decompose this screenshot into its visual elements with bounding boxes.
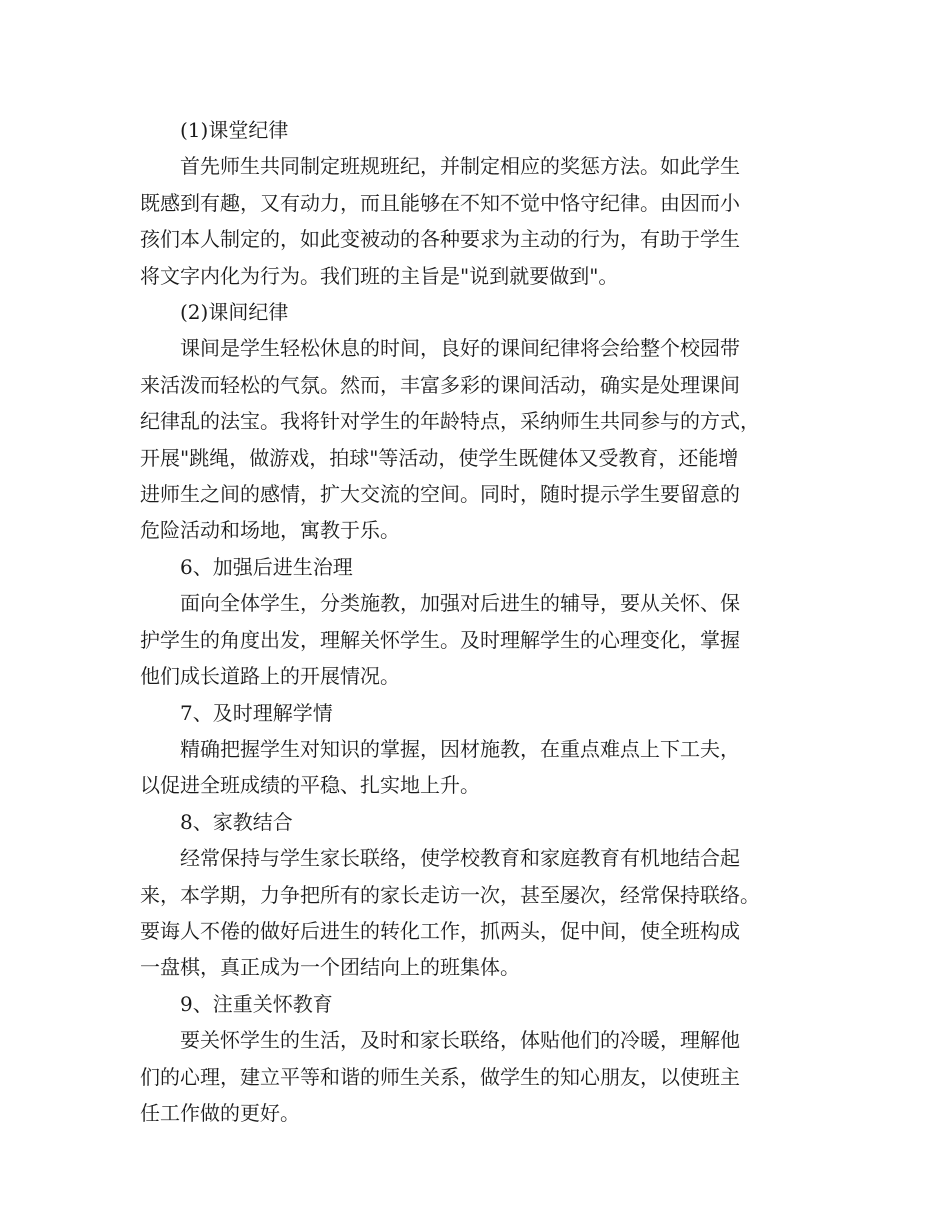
text-line: 一盘棋，真正成为一个团结向上的班集体。 (140, 955, 520, 980)
text-line: 课间是学生轻松休息的时间，良好的课间纪律将会给整个校园带 (180, 336, 740, 361)
text-line: 面向全体学生，分类施教，加强对后进生的辅导，要从关怀、保 (180, 591, 740, 616)
text-line: 进师生之间的感情，扩大交流的空间。同时，随时提示学生要留意的 (140, 482, 740, 507)
text-line: 来活泼而轻松的气氛。然而，丰富多彩的课间活动，确实是处理课间 (140, 372, 740, 397)
body-paragraph (140, 1022, 820, 1131)
body-paragraph (140, 840, 820, 986)
text-line: 经常保持与学生家长联络，使学校教育和家庭教育有机地结合起 (180, 846, 740, 871)
section-heading (140, 986, 820, 1022)
body-paragraph (140, 731, 820, 804)
document-body (140, 112, 820, 1131)
body-paragraph (140, 585, 820, 694)
text-line: (2)课间纪律 (180, 300, 289, 325)
text-line: 8、家教结合 (180, 809, 293, 834)
text-line: 要诲人不倦的做好后进生的转化工作，抓两头，促中间，使全班构成 (140, 918, 740, 943)
section-heading (140, 804, 820, 840)
text-line: 6、加强后进生治理 (180, 554, 353, 579)
section-heading (140, 695, 820, 731)
body-paragraph (140, 330, 820, 548)
section-heading (140, 294, 820, 330)
text-line: 他们成长道路上的开展情况。 (140, 664, 400, 689)
section-heading (140, 112, 820, 148)
body-paragraph (140, 148, 820, 294)
text-line: 纪律乱的法宝。我将针对学生的年龄特点，采纳师生共同参与的方式， (140, 409, 760, 434)
text-line: 任工作做的更好。 (140, 1100, 300, 1125)
text-line: 来，本学期，力争把所有的家长走访一次，甚至屡次，经常保持联络。 (140, 882, 760, 907)
text-line: 9、注重关怀教育 (180, 991, 333, 1016)
text-line: 要关怀学生的生活，及时和家长联络，体贴他们的冷暖，理解他 (180, 1028, 740, 1053)
text-line: 开展"跳绳，做游戏，拍球"等活动，使学生既健体又受教育，还能增 (140, 445, 739, 470)
text-line: 将文字内化为行为。我们班的主旨是"说到就要做到"。 (140, 263, 619, 288)
text-line: 危险活动和场地，寓教于乐。 (140, 518, 400, 543)
text-line: 孩们本人制定的，如此变被动的各种要求为主动的行为，有助于学生 (140, 227, 740, 252)
text-line: 精确把握学生对知识的掌握，因材施教，在重点难点上下工夫， (180, 736, 740, 761)
section-heading (140, 549, 820, 585)
text-line: 既感到有趣，又有动力，而且能够在不知不觉中恪守纪律。由因而小 (140, 190, 740, 215)
text-line: (1)课堂纪律 (180, 118, 289, 142)
text-line: 7、及时理解学情 (180, 700, 333, 725)
text-line: 以促进全班成绩的平稳、扎实地上升。 (140, 773, 480, 798)
text-line: 首先师生共同制定班规班纪，并制定相应的奖惩方法。如此学生 (180, 154, 740, 179)
text-line: 护学生的角度出发，理解关怀学生。及时理解学生的心理变化，掌握 (140, 627, 740, 652)
text-line: 们的心理，建立平等和谐的师生关系，做学生的知心朋友，以使班主 (140, 1064, 740, 1089)
